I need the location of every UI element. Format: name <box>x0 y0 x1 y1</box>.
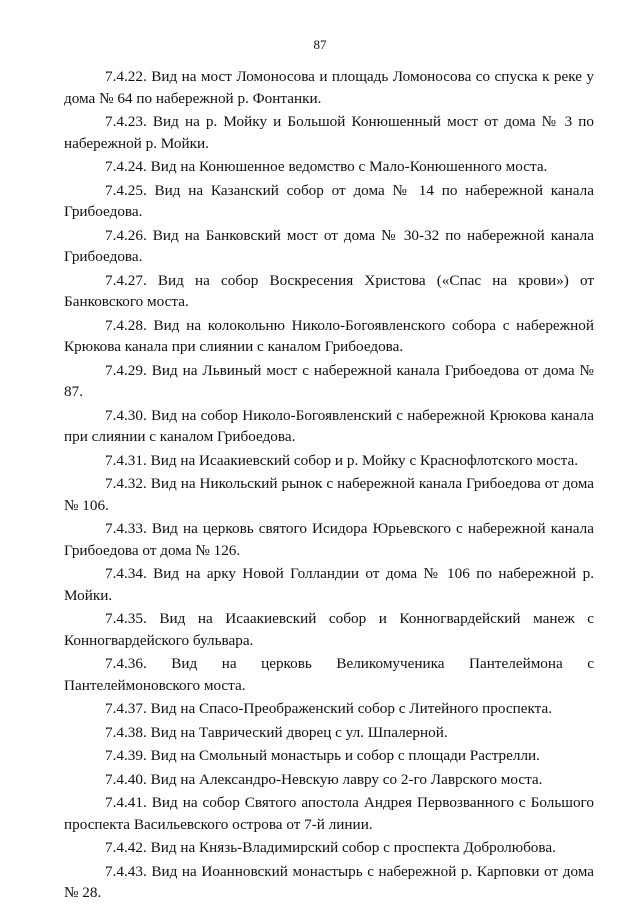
list-item: 7.4.28. Вид на колокольню Николо-Богоявленского собора с набережной Крюкова канала при слиянии с каналом Грибоедова. <box>64 316 594 355</box>
list-item: 7.4.36. Вид на церковь Великомученика Пантелеймона с Пантелеймоновского моста. <box>64 655 594 694</box>
list-item: 7.4.42. Вид на Князь-Владимирский собор с проспекта Добролюбова. <box>105 839 556 856</box>
list-item: 7.4.23. Вид на р. Мойку и Большой Конюшенный мост от дома № 3 по набережной р. Мойки. <box>64 113 594 152</box>
list-item: 7.4.24. Вид на Конюшенное ведомство с Мало-Конюшенного моста. <box>105 158 548 175</box>
list-item: 7.4.38. Вид на Таврический дворец с ул. Шпалерной. <box>105 723 448 741</box>
page-number: 87 <box>313 37 327 52</box>
list-item: 7.4.27. Вид на собор Воскресения Христова («Спас на крови») от Банковского моста. <box>64 271 594 310</box>
list-item: 7.4.29. Вид на Львиный мост с набережной канала Грибоедова от дома № 87. <box>64 361 594 400</box>
list-item: 7.4.26. Вид на Банковский мост от дома № 30-32 по набережной канала Грибоедова. <box>64 226 594 265</box>
list-item: 7.4.41. Вид на собор Святого апостола Андрея Первозванного с Большого проспекта Васильевского острова от 7-й линии. <box>64 794 594 833</box>
list-item: 7.4.32. Вид на Никольский рынок с набережной канала Грибоедова от дома № 106. <box>64 475 594 514</box>
list-item: 7.4.37. Вид на Спасо-Преображенский собор с Литейного проспекта. <box>105 700 553 717</box>
list-item: 7.4.43. Вид на Иоанновский монастырь с набережной р. Карповки от дома № 28. <box>64 862 594 901</box>
list-item: 7.4.35. Вид на Исаакиевский собор и Конногвардейский манеж с Конногвардейского бульвара. <box>64 610 594 649</box>
list-item: 7.4.25. Вид на Казанский собор от дома № 14 по набережной канала Грибоедова. <box>64 181 594 220</box>
list-item: 7.4.30. Вид на собор Николо-Богоявленский с набережной Крюкова канала при слиянии с каналом Грибоедова. <box>64 406 594 445</box>
list-item: 7.4.34. Вид на арку Новой Голландии от дома № 106 по набережной р. Мойки. <box>64 565 594 604</box>
list-item: 7.4.39. Вид на Смольный монастырь и собор с площади Растрелли. <box>105 747 540 764</box>
list-item: 7.4.22. Вид на мост Ломоносова и площадь Ломоносова со спуска к реке у дома № 64 по набережной р. Фонтанки. <box>64 68 594 107</box>
list-item: 7.4.40. Вид на Александро-Невскую лавру со 2-го Лаврского моста. <box>105 770 543 788</box>
list-item: 7.4.33. Вид на церковь святого Исидора Юрьевского с набережной канала Грибоедова от дома № 126. <box>64 520 594 559</box>
list-item: 7.4.31. Вид на Исаакиевский собор и р. Мойку с Краснофлотского моста. <box>105 451 579 469</box>
document-body <box>64 66 594 906</box>
